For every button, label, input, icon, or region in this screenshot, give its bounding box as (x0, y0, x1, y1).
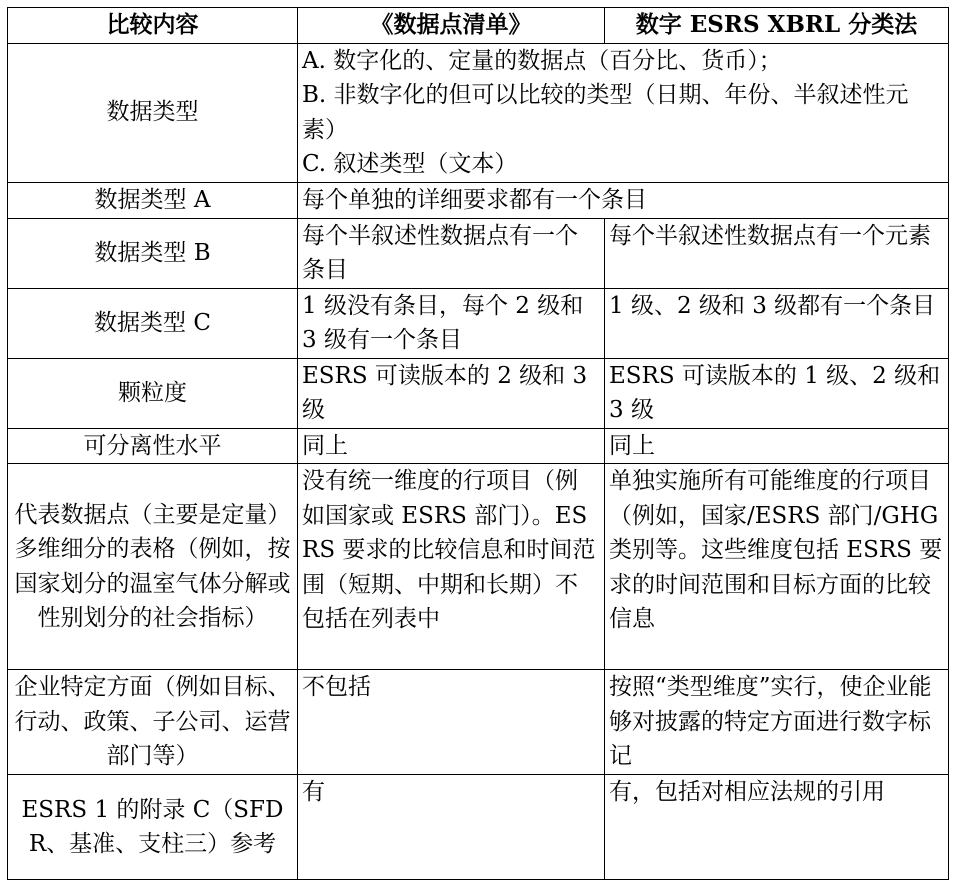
table-row (8, 670, 949, 775)
table-row (8, 218, 949, 288)
row-merged-cell: 每个单独的详细要求都有一个条目 (298, 182, 949, 218)
table-row (8, 464, 949, 670)
header-xbrl-taxonomy: 数字 ESRS XBRL 分类法 (605, 8, 949, 44)
table-row (8, 358, 949, 428)
datapoint-list-cell: 有 (298, 775, 605, 880)
comparison-table (7, 7, 949, 880)
datapoint-list-cell: 每个半叙述性数据点有一个条目 (298, 218, 605, 288)
table-row (8, 43, 949, 182)
xbrl-cell: 同上 (605, 428, 949, 464)
datapoint-list-cell: 同上 (298, 428, 605, 464)
xbrl-cell: 每个半叙述性数据点有一个元素 (605, 218, 949, 288)
row-label: 数据类型 (8, 43, 298, 182)
table-row (8, 775, 949, 880)
row-label: 数据类型 C (8, 288, 298, 358)
row-label: ESRS 1 的附录 C（SFDR、基准、支柱三）参考 (8, 775, 298, 880)
row-label: 代表数据点（主要是定量）多维细分的表格（例如，按国家划分的温室气体分解或性别划分的社会指标） (8, 464, 298, 670)
row-merged-cell: A. 数字化的、定量的数据点（百分比、货币）； B. 非数字化的但可以比较的类型（日期、年份、半叙述性元素） C. 叙述类型（文本） (298, 43, 949, 182)
xbrl-cell: ESRS 可读版本的 1 级、2 级和 3 级 (605, 358, 949, 428)
table-row (8, 288, 949, 358)
table-row (8, 182, 949, 218)
row-label: 数据类型 A (8, 182, 298, 218)
header-datapoint-list: 《数据点清单》 (298, 8, 605, 44)
row-label: 颗粒度 (8, 358, 298, 428)
datapoint-list-cell: 没有统一维度的行项目（例如国家或 ESRS 部门）。ESRS 要求的比较信息和时间范围（短期、中期和长期）不包括在列表中 (298, 464, 605, 670)
xbrl-cell: 有，包括对相应法规的引用 (605, 775, 949, 880)
xbrl-cell: 1 级、2 级和 3 级都有一个条目 (605, 288, 949, 358)
row-label: 可分离性水平 (8, 428, 298, 464)
table-row (8, 428, 949, 464)
xbrl-cell: 按照“类型维度”实行，使企业能够对披露的特定方面进行数字标记 (605, 670, 949, 775)
header-comparison: 比较内容 (8, 8, 298, 44)
datapoint-list-cell: 1 级没有条目，每个 2 级和 3 级有一个条目 (298, 288, 605, 358)
xbrl-cell: 单独实施所有可能维度的行项目（例如，国家/ESRS 部门/GHG 类别等。这些维度包括 ESRS 要求的时间范围和目标方面的比较信息 (605, 464, 949, 670)
row-label: 企业特定方面（例如目标、行动、政策、子公司、运营部门等） (8, 670, 298, 775)
datapoint-list-cell: 不包括 (298, 670, 605, 775)
datapoint-list-cell: ESRS 可读版本的 2 级和 3 级 (298, 358, 605, 428)
row-label: 数据类型 B (8, 218, 298, 288)
header-row (8, 8, 949, 44)
